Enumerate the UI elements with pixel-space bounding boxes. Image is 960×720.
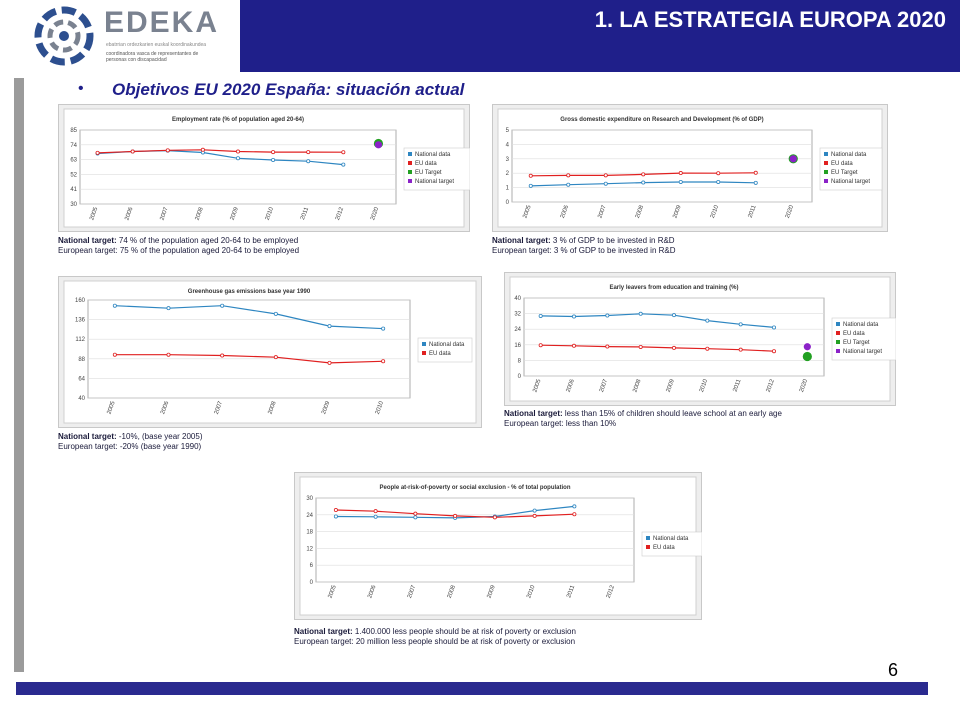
data-point-national-data [529, 184, 532, 187]
data-point-national-data [342, 163, 345, 166]
legend-swatch [836, 331, 840, 335]
data-point-national-data [772, 326, 775, 329]
legend-label: National data [415, 152, 451, 158]
data-point-eu-data [374, 510, 377, 513]
logo-emblem-icon [30, 2, 100, 72]
data-point-eu-data [604, 174, 607, 177]
rd-note [492, 236, 676, 256]
legend-swatch [422, 351, 426, 355]
legend-swatch [824, 170, 828, 174]
y-tick-label: 0 [309, 580, 313, 586]
data-point-national-data [573, 505, 576, 508]
legend-swatch [836, 322, 840, 326]
note-national-text: -10%, (base year 2005) [116, 432, 203, 441]
y-tick-label: 136 [74, 317, 85, 324]
y-tick-label: 6 [309, 563, 313, 570]
y-tick-label: 24 [306, 512, 313, 519]
data-point-eu-data [639, 345, 642, 348]
data-point-eu-data [454, 514, 457, 517]
x-tick-label: 2008 [267, 400, 278, 416]
x-tick-label: 2012 [765, 378, 776, 394]
x-tick-label: 2007 [407, 584, 418, 600]
plot-area [88, 300, 410, 398]
x-tick-label: 2010 [374, 400, 386, 416]
data-point-eu-data [606, 345, 609, 348]
y-tick-label: 2 [505, 171, 509, 178]
y-tick-label: 30 [306, 496, 313, 502]
data-point-eu-data [236, 150, 239, 153]
x-tick-label: 2007 [213, 400, 225, 416]
data-point-national-data [307, 160, 310, 163]
x-tick-label: 2006 [367, 584, 378, 600]
chart-title: People at-risk-of-poverty or social exclusion - % of total population [379, 485, 571, 491]
y-tick-label: 64 [78, 376, 85, 383]
x-tick-label: 2008 [632, 378, 643, 394]
data-point-eu-data [382, 360, 385, 363]
chart-svg [504, 272, 896, 406]
data-point-eu-data [573, 513, 576, 516]
y-tick-label: 4 [505, 142, 509, 149]
legend-label: EU Target [415, 170, 442, 176]
x-tick-label: 2010 [526, 584, 537, 600]
y-tick-label: 0 [505, 200, 509, 206]
note-european-text: European target: 20 million less people should be at risk of poverty or exclusion [294, 637, 576, 646]
edeka-logo [30, 2, 240, 72]
y-tick-label: 85 [70, 128, 77, 134]
x-tick-label: 2009 [672, 204, 683, 220]
data-point-eu-data [772, 350, 775, 353]
note-national-label: National target: [294, 627, 353, 636]
y-tick-label: 160 [74, 298, 85, 304]
data-point-eu-data [529, 174, 532, 177]
y-tick-label: 18 [306, 529, 313, 536]
x-tick-label: 2005 [522, 204, 533, 220]
target-marker-national-target [804, 343, 811, 350]
x-tick-label: 2005 [532, 378, 543, 394]
data-point-national-data [334, 515, 337, 518]
legend-label: National target [415, 179, 455, 185]
data-point-eu-data [493, 516, 496, 519]
legend-swatch [408, 170, 412, 174]
data-point-national-data [382, 327, 385, 330]
poverty-note [294, 627, 576, 647]
data-point-eu-data [274, 356, 277, 359]
data-point-national-data [328, 325, 331, 328]
data-point-national-data [706, 319, 709, 322]
emissions-note [58, 432, 203, 452]
data-point-eu-data [131, 150, 134, 153]
note-national-label: National target: [58, 432, 117, 441]
data-point-national-data [572, 315, 575, 318]
legend-swatch [408, 179, 412, 183]
chart-svg [58, 276, 482, 428]
note-national-text: 1.400.000 less people should be at risk of poverty or exclusion [352, 627, 576, 636]
x-tick-label: 2012 [605, 584, 617, 600]
data-point-eu-data [167, 353, 170, 356]
page-title: 1. LA ESTRATEGIA EUROPA 2020 [594, 7, 946, 32]
data-point-eu-data [679, 171, 682, 174]
x-tick-label: 2006 [559, 204, 571, 220]
y-tick-label: 0 [517, 374, 521, 380]
data-point-national-data [606, 314, 609, 317]
y-tick-label: 112 [75, 337, 85, 344]
x-tick-label: 2007 [597, 204, 608, 220]
x-tick-label: 2007 [599, 378, 610, 394]
y-tick-label: 32 [514, 311, 521, 318]
data-point-eu-data [572, 344, 575, 347]
chart-svg [294, 472, 702, 620]
y-tick-label: 88 [78, 356, 85, 363]
data-point-eu-data [342, 151, 345, 154]
bottom-rule [16, 682, 928, 695]
data-point-eu-data [166, 149, 169, 152]
chart-title: Early leavers from education and training (%) [609, 285, 739, 291]
y-tick-label: 1 [505, 185, 509, 192]
plot-area [512, 130, 812, 202]
note-european-text: European target: 75 % of the population aged 20-64 to be employed [58, 246, 300, 255]
x-tick-label: 2006 [565, 378, 576, 394]
note-european-text: European target: -20% (base year 1990) [58, 442, 202, 451]
legend-label: National data [831, 152, 867, 158]
legend-swatch [422, 342, 426, 346]
legend-label: EU data [653, 545, 675, 551]
x-tick-label: 2008 [446, 584, 458, 600]
chart-title: Employment rate (% of population aged 20-64) [171, 117, 305, 123]
x-tick-label: 2008 [194, 206, 205, 222]
x-tick-label: 2006 [124, 206, 135, 222]
y-tick-label: 63 [70, 157, 77, 164]
header-band [240, 0, 960, 72]
legend-swatch [824, 179, 828, 183]
y-tick-label: 8 [517, 358, 521, 365]
x-tick-label: 2005 [327, 584, 338, 600]
data-point-eu-data [739, 348, 742, 351]
data-point-national-data [639, 312, 642, 315]
data-point-national-data [717, 180, 720, 183]
bullet: • [78, 80, 84, 97]
y-tick-label: 3 [505, 156, 509, 163]
legend-swatch [824, 152, 828, 156]
legend-label: EU Target [831, 170, 858, 176]
data-point-eu-data [96, 151, 99, 154]
legend-swatch [824, 161, 828, 165]
chart-title: Greenhouse gas emissions base year 1990 [187, 289, 311, 295]
legend-label: National data [429, 342, 465, 348]
x-tick-label: 2005 [89, 206, 100, 222]
data-point-eu-data [113, 353, 116, 356]
note-national-text: 74 % of the population aged 20-64 to be employed [116, 236, 299, 245]
data-point-national-data [236, 157, 239, 160]
target-marker-national-target [375, 141, 382, 148]
data-point-eu-data [539, 344, 542, 347]
y-tick-label: 30 [70, 202, 77, 208]
legend-swatch [408, 152, 412, 156]
y-tick-label: 74 [70, 142, 77, 149]
legend-swatch [408, 161, 412, 165]
x-tick-label: 2006 [160, 400, 171, 416]
note-national-label: National target: [58, 236, 117, 245]
data-point-national-data [274, 312, 277, 315]
data-point-national-data [272, 158, 275, 161]
data-point-national-data [642, 181, 645, 184]
data-point-national-data [414, 516, 417, 519]
data-point-national-data [672, 314, 675, 317]
legend-label: EU data [415, 161, 437, 167]
x-tick-label: 2007 [159, 206, 170, 222]
y-tick-label: 52 [70, 172, 77, 179]
data-point-eu-data [307, 150, 310, 153]
legend-swatch [836, 349, 840, 353]
data-point-eu-data [334, 508, 337, 511]
data-point-eu-data [201, 148, 204, 151]
x-tick-label: 2011 [300, 206, 311, 221]
data-point-national-data [533, 509, 536, 512]
greenhouse-emissions-chart [58, 276, 482, 428]
early-leavers-chart [504, 272, 896, 406]
legend-swatch [836, 340, 840, 344]
x-tick-label: 2011 [747, 204, 758, 219]
x-tick-label: 2005 [106, 400, 117, 416]
legend-swatch [646, 545, 650, 549]
data-point-eu-data [414, 512, 417, 515]
logo-tagline: ebatrrian ordezkarien euskal koordinakundea [106, 42, 207, 48]
data-point-eu-data [706, 347, 709, 350]
y-tick-label: 5 [505, 128, 509, 134]
data-point-national-data [113, 304, 116, 307]
y-tick-label: 40 [514, 296, 521, 302]
data-point-eu-data [717, 172, 720, 175]
data-point-national-data [754, 181, 757, 184]
data-point-eu-data [642, 173, 645, 176]
x-tick-label: 2009 [486, 584, 497, 600]
x-tick-label: 2011 [566, 584, 577, 599]
note-national-label: National target: [504, 409, 563, 418]
data-point-national-data [679, 180, 682, 183]
chart-svg [492, 104, 888, 232]
employment-note [58, 236, 299, 256]
x-tick-label: 2020 [370, 206, 381, 222]
note-european-text: European target: 3 % of GDP to be invested in R&D [492, 246, 676, 255]
legend-label: EU Target [843, 340, 870, 346]
note-national-label: National target: [492, 236, 551, 245]
data-point-national-data [739, 323, 742, 326]
target-marker-eu-target [803, 352, 812, 361]
page-number: 6 [888, 660, 899, 680]
legend-label: National data [843, 322, 879, 328]
x-tick-label: 2012 [335, 206, 346, 222]
data-point-national-data [374, 515, 377, 518]
early-leavers-note [504, 409, 782, 429]
plot-area [524, 298, 824, 376]
legend-label: EU data [831, 161, 853, 167]
logo-subtitle: coordinadora vasca de representantes de personas con discapacidad [106, 51, 199, 63]
x-tick-label: 2010 [699, 378, 710, 394]
x-tick-label: 2008 [634, 204, 646, 220]
y-tick-label: 40 [78, 396, 85, 402]
data-point-eu-data [672, 346, 675, 349]
note-national-text: 3 % of GDP to be invested in R&D [550, 236, 675, 245]
legend-swatch [646, 536, 650, 540]
legend-label: EU data [429, 351, 451, 357]
section-subtitle: Objetivos EU 2020 España: situación actual [112, 80, 465, 99]
data-point-eu-data [567, 174, 570, 177]
x-tick-label: 2020 [784, 204, 796, 220]
x-tick-label: 2020 [799, 378, 810, 394]
employment-rate-chart [58, 104, 470, 232]
data-point-national-data [221, 304, 224, 307]
data-point-eu-data [221, 354, 224, 357]
target-marker-national-target [790, 155, 797, 162]
x-tick-label: 2011 [732, 378, 743, 393]
x-tick-label: 2009 [321, 400, 332, 416]
x-tick-label: 2009 [665, 378, 676, 394]
logo-wordmark: EDEKA [104, 6, 220, 39]
data-point-eu-data [533, 514, 536, 517]
chart-title: Gross domestic expenditure on Research and Development (% of GDP) [560, 117, 764, 123]
left-rule [14, 78, 24, 672]
legend-label: National data [653, 536, 689, 542]
y-tick-label: 24 [514, 327, 521, 334]
legend-label: National target [831, 179, 871, 185]
data-point-national-data [567, 183, 570, 186]
data-point-national-data [167, 307, 170, 310]
y-tick-label: 16 [514, 342, 521, 349]
legend-label: EU data [843, 331, 865, 337]
y-tick-label: 41 [70, 187, 77, 194]
data-point-eu-data [754, 171, 757, 174]
rd-expenditure-chart [492, 104, 888, 232]
data-point-eu-data [272, 150, 275, 153]
chart-svg [58, 104, 470, 232]
note-national-text: less than 15% of children should leave school at an early age [562, 409, 782, 418]
x-tick-label: 2009 [229, 206, 240, 222]
poverty-exclusion-chart [294, 472, 702, 620]
data-point-eu-data [328, 361, 331, 364]
note-european-text: European target: less than 10% [504, 419, 617, 428]
y-tick-label: 12 [306, 546, 313, 553]
x-tick-label: 2010 [709, 204, 721, 220]
plot-area [80, 130, 396, 204]
data-point-national-data [604, 182, 607, 185]
data-point-national-data [539, 314, 542, 317]
legend-label: National target [843, 349, 883, 355]
x-tick-label: 2010 [264, 206, 275, 222]
